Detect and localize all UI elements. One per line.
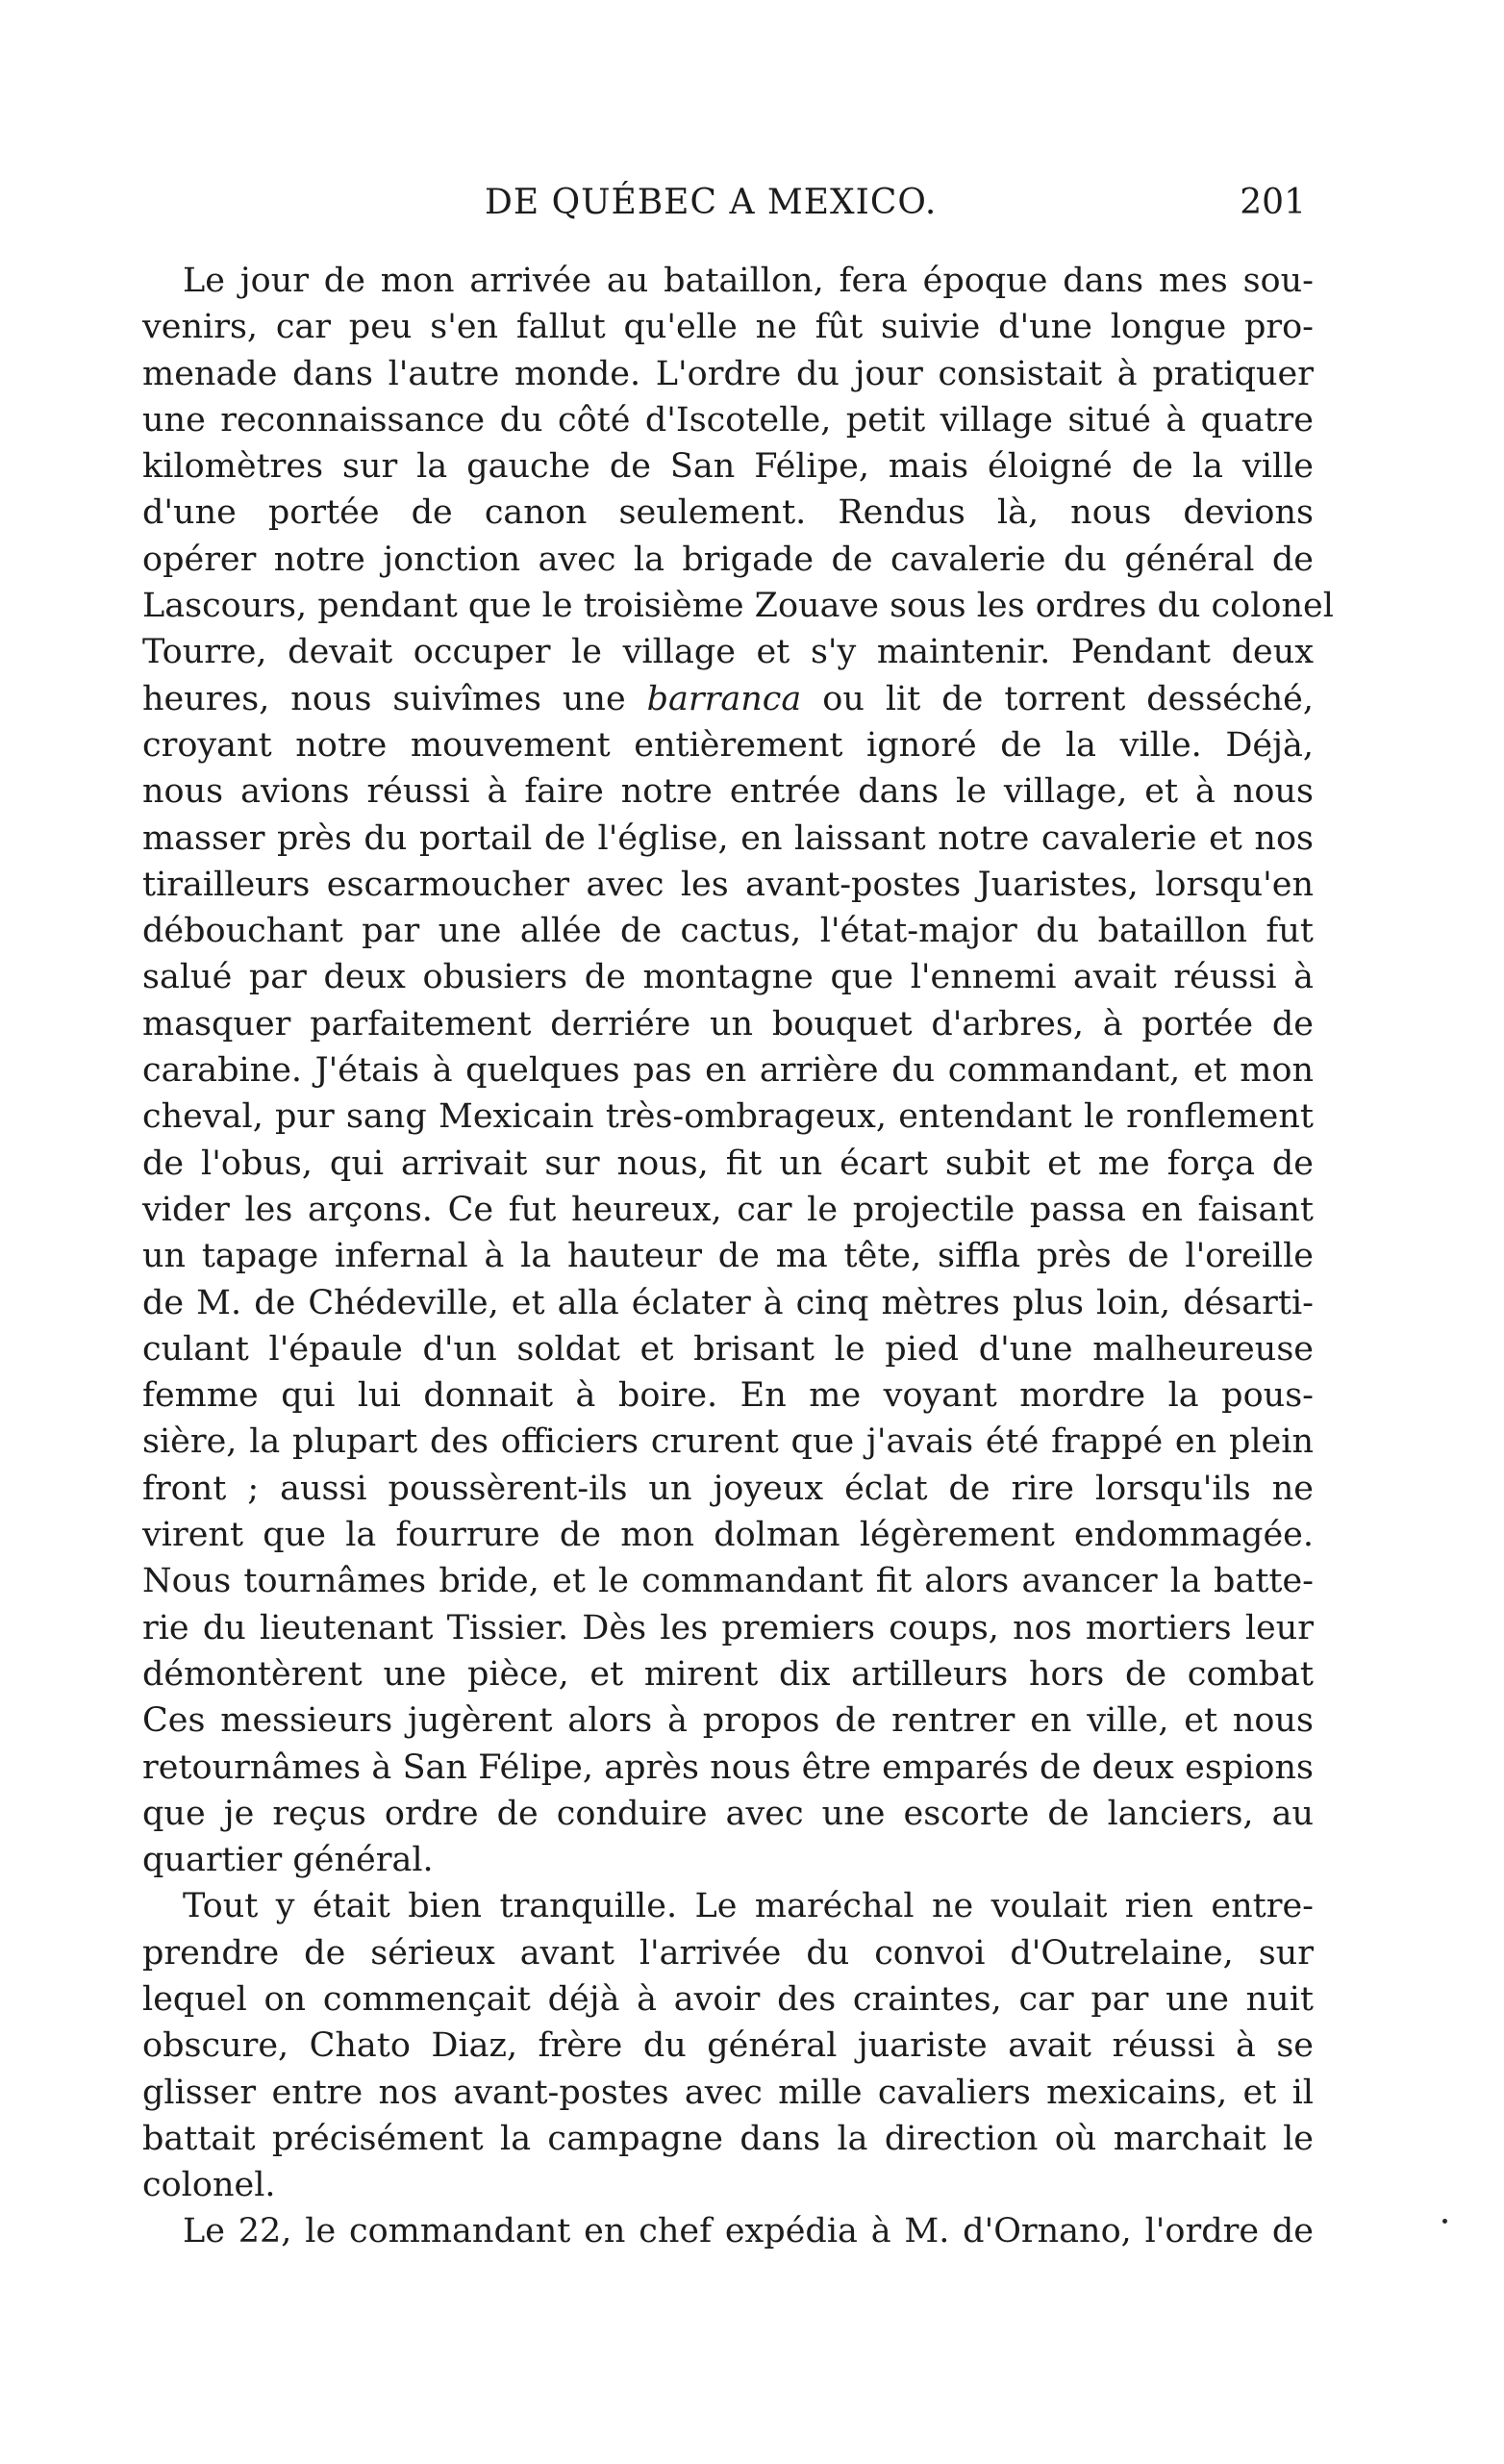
text-line: battait précisément la campagne dans la direction où marchait le <box>142 2119 1314 2158</box>
text-line: Nous tournâmes bride, et le commandant fit alors avancer la batte- <box>142 1562 1314 1601</box>
text-line: Le jour de mon arrivée au bataillon, fera époque dans mes sou- <box>183 262 1314 300</box>
text-line: colonel. <box>142 2166 276 2205</box>
text-line: prendre de sérieux avant l'arrivée du convoi d'Outrelaine, sur <box>142 1933 1314 1973</box>
text-line: débouchant par une allée de cactus, l'état-major du bataillon fut <box>142 912 1314 951</box>
text-line: d'une portée de canon seulement. Rendus là, nous devions <box>142 493 1314 533</box>
text-line: masser près du portail de l'église, en laissant notre cavalerie et nos <box>142 818 1314 858</box>
text-line: carabine. J'étais à quelques pas en arrière du commandant, et mon <box>142 1051 1314 1091</box>
text-line: opérer notre jonction avec la brigade de cavalerie du général de <box>142 540 1314 579</box>
text-line: glisser entre nos avant-postes avec mille cavaliers mexicains, et il <box>142 2073 1314 2112</box>
text-line: obscure, Chato Diaz, frère du général juariste avait réussi à se <box>142 2026 1314 2066</box>
text-line: femme qui lui donnait à boire. En me voyant mordre la pous- <box>142 1376 1314 1416</box>
text-line: venirs, car peu s'en fallut qu'elle ne fût suivie d'une longue pro- <box>142 308 1314 347</box>
text-line: retournâmes à San Félipe, après nous être emparés de deux espions <box>142 1747 1314 1787</box>
text-line: de M. de Chédeville, et alla éclater à cinq mètres plus loin, désarti- <box>142 1283 1314 1322</box>
page-header <box>142 183 1314 231</box>
text-line: démontèrent une pièce, et mirent dix artilleurs hors de combat <box>142 1654 1314 1694</box>
text-line: quartier général. <box>142 1841 434 1880</box>
text-line: sière, la plupart des officiers crurent que j'avais été frappé en plein <box>142 1422 1314 1462</box>
text-line: front ; aussi poussèrent-ils un joyeux éclat de rire lorsqu'ils ne <box>142 1469 1314 1508</box>
text-line: un tapage infernal à la hauteur de ma tête, siffla près de l'oreille <box>142 1237 1314 1276</box>
text-line: de l'obus, qui arrivait sur nous, fit un écart subit et me força de <box>142 1144 1314 1183</box>
text-line: Tourre, devait occuper le village et s'y maintenir. Pendant deux <box>142 633 1314 672</box>
text-line: croyant notre mouvement entièrement ignoré de la ville. Déjà, <box>142 725 1314 765</box>
body-text <box>142 258 1334 2255</box>
text-line: que je reçus ordre de conduire avec une escorte de lanciers, au <box>142 1794 1314 1833</box>
text-line: masquer parfaitement derriére un bouquet d'arbres, à portée de <box>142 1004 1314 1043</box>
text-line: Le 22, le commandant en chef expédia à M. d'Ornano, l'ordre de <box>183 2212 1314 2251</box>
text-line: vider les arçons. Ce fut heureux, car le projectile passa en faisant <box>142 1190 1314 1229</box>
italic-term: barranca <box>646 679 802 718</box>
text-line: lequel on commençait déjà à avoir des craintes, car par une nuit <box>142 1979 1314 2019</box>
text-line: une reconnaissance du côté d'Iscotelle, petit village situé à quatre <box>142 400 1314 440</box>
text-line: menade dans l'autre monde. L'ordre du jour consistait à pratiquer <box>142 354 1314 393</box>
page-number: 201 <box>1240 183 1306 222</box>
text-line: Ces messieurs jugèrent alors à propos de rentrer en ville, et nous <box>142 1701 1314 1741</box>
text-line: salué par deux obusiers de montagne que l'ennemi avait réussi à <box>142 958 1314 997</box>
text-line: virent que la fourrure de mon dolman légèrement endommagée. <box>142 1516 1314 1555</box>
text-line: Lascours, pendant que le troisième Zouave sous les ordres du colonel <box>142 587 1334 626</box>
ink-speck <box>1442 2219 1447 2224</box>
text-line: kilomètres sur la gauche de San Félipe, mais éloigné de la ville <box>142 447 1314 487</box>
text-line: Tout y était bien tranquille. Le maréchal ne voulait rien entre- <box>183 1887 1314 1926</box>
text-line: heures, nous suivîmes une barranca ou lit de torrent desséché, <box>142 679 1314 718</box>
running-title: DE QUÉBEC A MEXICO. <box>485 183 938 222</box>
text-line: tirailleurs escarmoucher avec les avant-postes Juaristes, lorsqu'en <box>142 865 1314 904</box>
text-line: nous avions réussi à faire notre entrée dans le village, et à nous <box>142 772 1314 812</box>
text-line: cheval, pur sang Mexicain très-ombrageux, entendant le ronflement <box>142 1097 1314 1137</box>
text-line: rie du lieutenant Tissier. Dès les premiers coups, nos mortiers leur <box>142 1608 1314 1647</box>
text-line: culant l'épaule d'un soldat et brisant le pied d'une malheureuse <box>142 1329 1314 1369</box>
